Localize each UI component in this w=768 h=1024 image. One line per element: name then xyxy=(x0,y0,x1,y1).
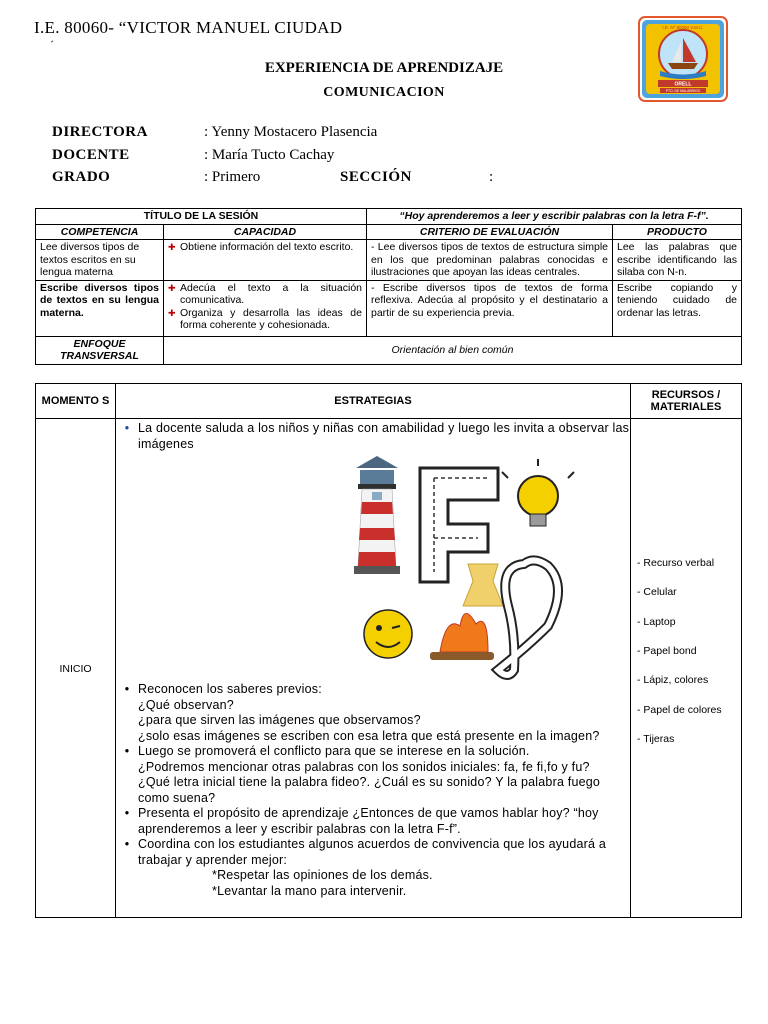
moments-table xyxy=(35,383,742,918)
header-competencia: COMPETENCIA xyxy=(36,224,164,240)
seccion-value: : xyxy=(489,169,494,185)
strategy-2-line-3: ¿Qué letra inicial tiene la palabra fideo?. ¿Cuál es su sonido? Y la palabra fuego como suena? xyxy=(138,775,601,805)
directora-label: DIRECTORA xyxy=(52,124,148,140)
header-criterio: CRITERIO DE EVALUACIÓN xyxy=(367,224,613,240)
logo-text-top: I.E. Nº 80060 V.M.C. xyxy=(662,25,704,30)
strategies-cell xyxy=(116,419,631,918)
strategy-3: Presenta el propósito de aprendizaje ¿Entonces de que vamos hablar hoy? “hoy aprenderemos a leer y escribir palabras con la letra F-f”. xyxy=(138,806,599,836)
resource-6: - Papel de colores xyxy=(637,704,722,716)
bullet-arrow-icon: ✚ xyxy=(168,282,176,293)
strategy-1-line-4: ¿solo esas imágenes se escriben con esa letra que está presente en la imagen? xyxy=(138,728,600,743)
grado-value: : Primero xyxy=(204,169,261,185)
bullet-icon: • xyxy=(124,806,130,820)
seccion-label: SECCIÓN xyxy=(340,169,412,185)
producto-2: Escribe copiando y teniendo cuidado de ordenar las letras. xyxy=(613,280,742,336)
strategy-1-line-3: ¿para que sirven las imágenes que observamos? xyxy=(138,713,421,727)
document-subtitle: COMUNICACION xyxy=(323,85,445,100)
school-logo xyxy=(638,16,728,102)
session-title-value: “Hoy aprenderemos a leer y escribir palabras con la letra F-f”. xyxy=(367,209,742,225)
session-table xyxy=(35,208,742,365)
docente-label: DOCENTE xyxy=(52,147,130,163)
resource-5: - Lápiz, colores xyxy=(637,674,709,686)
bullet-arrow-icon: ✚ xyxy=(168,307,176,318)
strategy-2-line-1: Luego se promoverá el conflicto para que se interese en la solución. xyxy=(138,744,530,758)
bullet-arrow-icon: ✚ xyxy=(168,242,176,252)
directora-value: : Yenny Mostacero Plasencia xyxy=(204,124,378,140)
agreement-2: *Levantar la mano para intervenir. xyxy=(212,883,407,898)
capacidad-1-item: Obtiene información del texto escrito. xyxy=(180,241,354,253)
document-title: EXPERIENCIA DE APRENDIZAJE xyxy=(264,60,504,76)
logo-text-bottom: ORELL xyxy=(674,81,692,88)
cursive-f-icon xyxy=(498,560,558,675)
resource-4: - Papel bond xyxy=(637,645,697,657)
moment-inicio: INICIO xyxy=(36,419,116,918)
capacidad-2-item-2: Organiza y desarrolla las ideas de forma coherente y cohesionada. xyxy=(180,306,362,331)
light-bulb-icon xyxy=(502,459,574,526)
lighthouse-icon xyxy=(354,456,400,574)
school-name-continuation: ´ xyxy=(50,38,54,52)
resource-3: - Laptop xyxy=(637,616,676,628)
capacidad-2-item-1: Adecúa el texto a la situación comunicativa. xyxy=(180,281,362,306)
competencia-1: Lee diversos tipos de textos escritos en su lengua materna xyxy=(36,240,164,281)
criterio-1: - Lee diversos tipos de textos de estructura simple en los que predominan palabras conocidas e ilustraciones que apoyan las ideas centrales. xyxy=(367,240,613,281)
school-name: I.E. 80060- “VICTOR MANUEL CIUDAD xyxy=(34,18,343,37)
header-estrategias: ESTRATEGIAS xyxy=(116,384,631,419)
illustration xyxy=(116,456,630,682)
docente-value: : María Tucto Cachay xyxy=(204,147,335,163)
bullet-icon: • xyxy=(124,682,130,696)
grado-label: GRADO xyxy=(52,169,111,185)
strategy-4: Coordina con los estudiantes algunos acuerdos de convivencia que los ayudará a trabajar y aprender mejor: xyxy=(138,837,606,867)
capacidad-1 xyxy=(164,240,367,281)
resource-7: - Tijeras xyxy=(637,733,675,745)
header-producto: PRODUCTO xyxy=(613,224,742,240)
strategy-2-line-2: ¿Podremos mencionar otras palabras con los sonidos iniciales: fa, fe fi,fo y fu? xyxy=(138,759,590,774)
bullet-icon: • xyxy=(124,744,130,758)
smiley-face-icon xyxy=(364,610,412,658)
criterio-2: - Escribe diversos tipos de textos de forma reflexiva. Adecúa al propósito y el destinatario a partir de su experiencia previa. xyxy=(367,280,613,336)
header-recursos: RECURSOS / MATERIALES xyxy=(631,384,742,419)
strategy-1-line-1: Reconocen los saberes previos: xyxy=(138,682,322,696)
enfoque-label: ENFOQUE TRANSVERSAL xyxy=(36,336,164,364)
bullet-icon: • xyxy=(124,837,130,851)
noodles-icon xyxy=(463,564,503,606)
producto-1: Lee las palabras que escribe identificando las silaba con N-n. xyxy=(613,240,742,281)
bullet-icon: • xyxy=(124,421,130,435)
capacidad-2 xyxy=(164,280,367,336)
strategy-intro: La docente saluda a los niños y niñas con amabilidad y luego les invita a observar las imágenes xyxy=(138,421,630,451)
resources-cell xyxy=(631,419,742,918)
strategy-1-line-2: ¿Qué observan? xyxy=(138,697,234,712)
fire-icon xyxy=(430,613,494,660)
resource-1: - Recurso verbal xyxy=(637,557,715,569)
letter-f-illustration xyxy=(348,456,578,680)
agreement-1: *Respetar las opiniones de los demás. xyxy=(212,868,433,882)
logo-text-bottom2: PTO. DE MALABRIGO xyxy=(665,89,701,93)
header-capacidad: CAPACIDAD xyxy=(164,224,367,240)
enfoque-value: Orientación al bien común xyxy=(164,336,742,364)
header-momentos: MOMENTO S xyxy=(36,384,116,419)
competencia-2: Escribe diversos tipos de textos en su lengua materna. xyxy=(36,280,164,336)
session-title-label: TÍTULO DE LA SESIÓN xyxy=(36,209,367,225)
resource-2: - Celular xyxy=(637,586,677,598)
